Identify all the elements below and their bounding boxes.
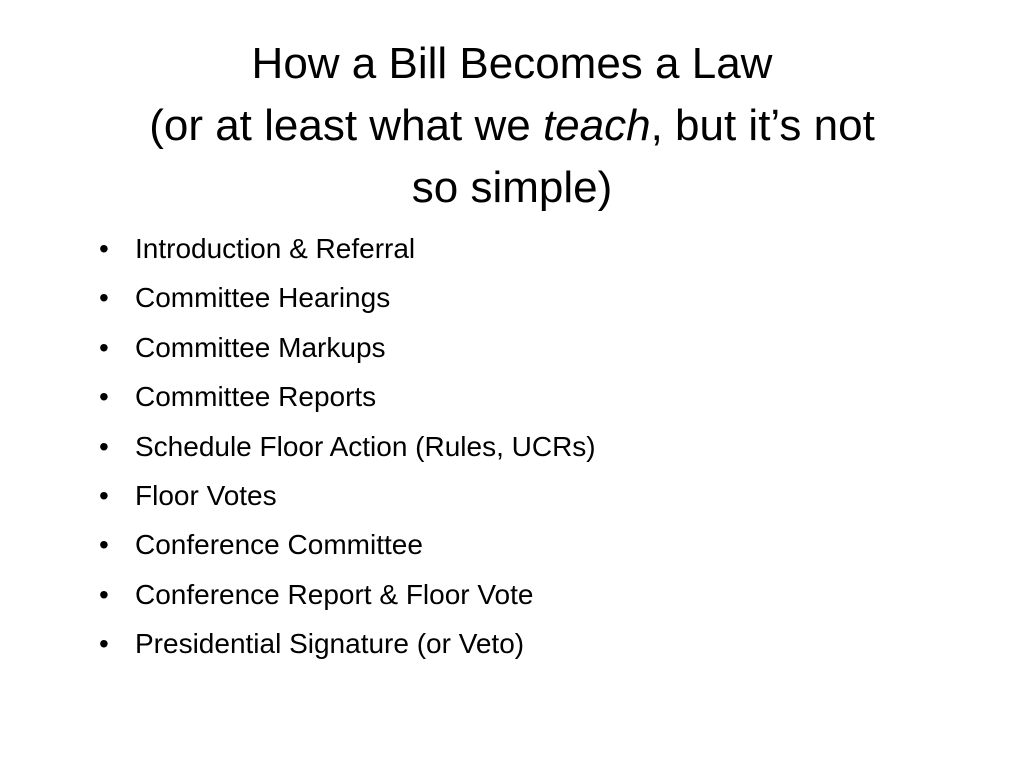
title-line-2-end: , but it’s not xyxy=(650,101,875,150)
bullet-list xyxy=(95,224,955,669)
title-line-2-start: (or at least what we xyxy=(149,101,543,150)
title-line-2 xyxy=(40,95,984,157)
bullet-dot-icon: • xyxy=(99,331,109,363)
bullet-dot-icon: • xyxy=(99,529,109,561)
bullet-text: Schedule Floor Action (Rules, UCRs) xyxy=(135,430,596,462)
bullet-text: Introduction & Referral xyxy=(135,233,416,264)
bullet-item-committee-hearings xyxy=(95,273,955,322)
slide-title xyxy=(40,33,984,219)
bullet-item-schedule-floor-action xyxy=(95,422,955,471)
bullet-text: Conference Committee xyxy=(135,529,423,561)
bullet-dot-icon: • xyxy=(99,578,109,610)
bullet-item-presidential-signature xyxy=(95,619,955,668)
bullet-dot-icon: • xyxy=(99,628,109,660)
bullet-item-committee-markups xyxy=(95,323,955,372)
bullet-item-conference-report-floor-vote xyxy=(95,570,955,619)
bullet-dot-icon: • xyxy=(99,381,109,413)
bullet-dot-icon: • xyxy=(99,430,109,462)
bullet-text: Committee Reports xyxy=(135,381,377,413)
bullet-text: Presidential Signature (or Veto) xyxy=(135,628,525,660)
bullet-item-conference-committee xyxy=(95,520,955,569)
title-line-3: so simple) xyxy=(411,163,613,212)
bullet-dot-icon: • xyxy=(99,480,109,512)
bullet-item-floor-votes xyxy=(95,471,955,520)
bullet-text: Committee Hearings xyxy=(135,282,391,314)
bullet-text: Committee Markups xyxy=(135,331,386,363)
title-line-1: How a Bill Becomes a Law xyxy=(251,39,773,88)
bullet-item-committee-reports xyxy=(95,372,955,421)
bullet-dot-icon: • xyxy=(99,282,109,314)
bullet-dot-icon: • xyxy=(99,233,109,264)
bullet-text: Conference Report & Floor Vote xyxy=(135,578,534,610)
bullet-text: Floor Votes xyxy=(135,480,277,512)
title-emphasis-teach: teach xyxy=(542,101,651,150)
bullet-item-introduction-referral xyxy=(95,224,955,273)
